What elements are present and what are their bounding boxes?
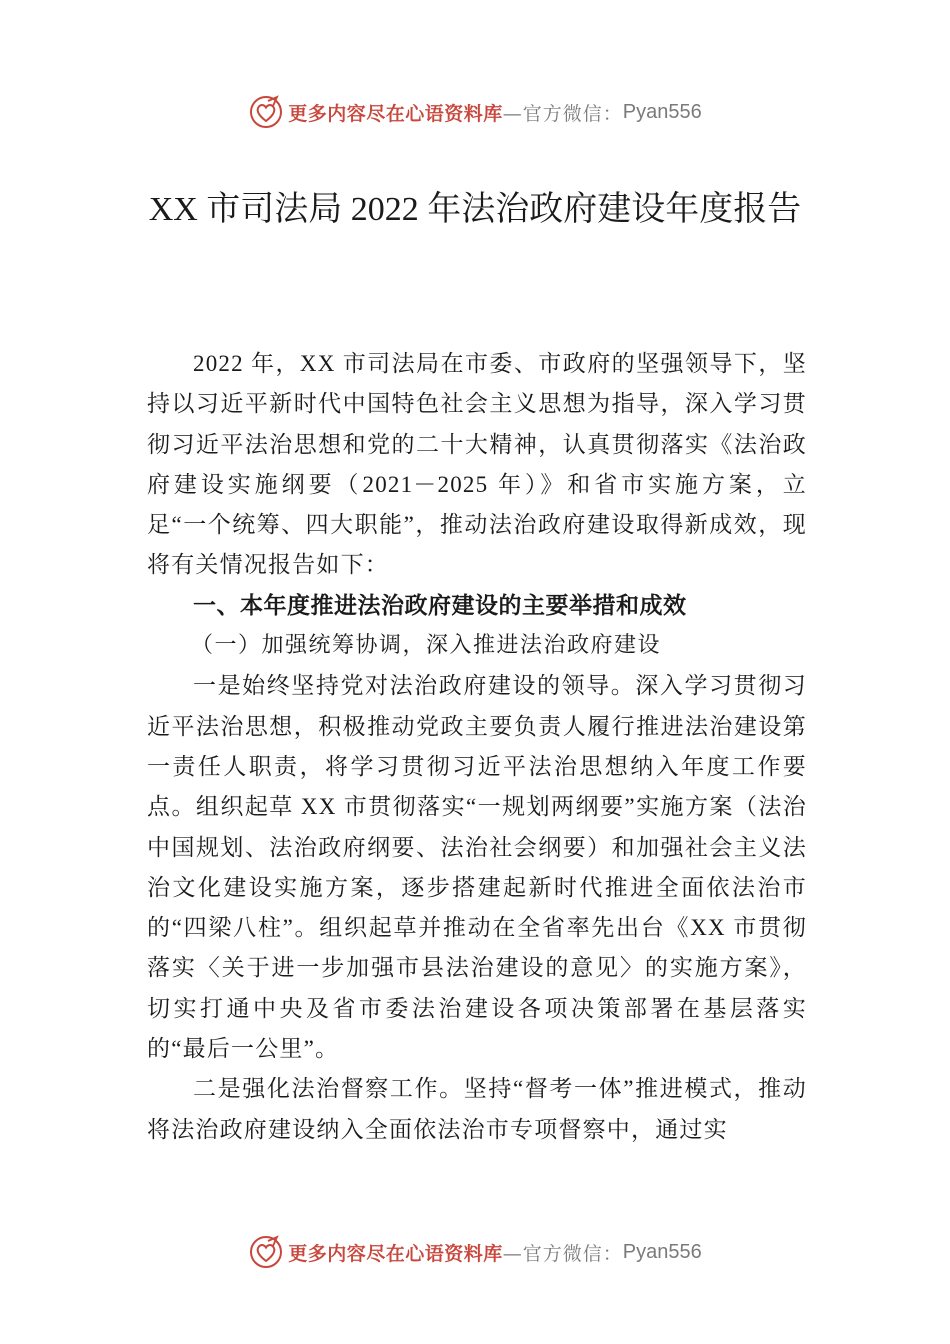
- heart-pen-logo-icon: [248, 94, 284, 130]
- intro-paragraph: 2022 年，XX 市司法局在市委、市政府的坚强领导下，坚持以习近平新时代中国特色社会主义思想为指导，深入学习贯彻习近平法治思想和党的二十大精神，认真贯彻落实《法治政府建设实施纲要（2021－2025 年）》和省市实施方案，立足“一个统筹、四大职能”，推动法治政府建设取得新成效，现将有关情况报告如下：: [147, 351, 807, 578]
- watermark-brand-text: 更多内容尽在心语资料库: [288, 1242, 503, 1265]
- heart-pen-logo-icon: [248, 1234, 284, 1270]
- watermark-wechat-id: Pyan556: [622, 1240, 702, 1263]
- watermark-separator-text: —官方微信：: [502, 1242, 623, 1265]
- document-title: XX 市司法局 2022 年法治政府建设年度报告: [148, 191, 802, 228]
- watermark-wechat-id: Pyan556: [622, 100, 702, 123]
- body-paragraph: 二是强化法治督察工作。坚持“督考一体”推进模式，推动将法治政府建设纳入全面依法治市专项督察中，通过实: [147, 1076, 807, 1142]
- watermark-brand-text: 更多内容尽在心语资料库: [288, 102, 503, 125]
- footer-watermark: [0, 1232, 950, 1272]
- header-watermark: [0, 92, 950, 132]
- watermark-separator-text: —官方微信：: [502, 102, 623, 125]
- section-heading: 一、本年度推进法治政府建设的主要举措和成效: [193, 592, 687, 619]
- body-paragraph: 一是始终坚持党对法治政府建设的领导。深入学习贯彻习近平法治思想，积极推动党政主要负责人履行推进法治建设第一责任人职责，将学习贯彻习近平法治思想纳入年度工作要点。组织起草 XX 市贯彻落实“一规划两纲要”实施方案（法治中国规划、法治政府纲要、法治社会纲要）和加强社会主义法治文化建设实施方案，逐步搭建起新时代推进全面依法治市的“四梁八柱”。组织起草并推动在全省率先出台《XX 市贯彻落实〈关于进一步加强市县法治建设的意见〉的实施方案》，切实打通中央及省市委法治建设各项决策部署在基层落实的“最后一公里”。: [147, 673, 807, 1062]
- subsection-heading: （一）加强统筹协调，深入推进法治政府建设: [191, 633, 662, 659]
- document-body: [147, 344, 807, 1150]
